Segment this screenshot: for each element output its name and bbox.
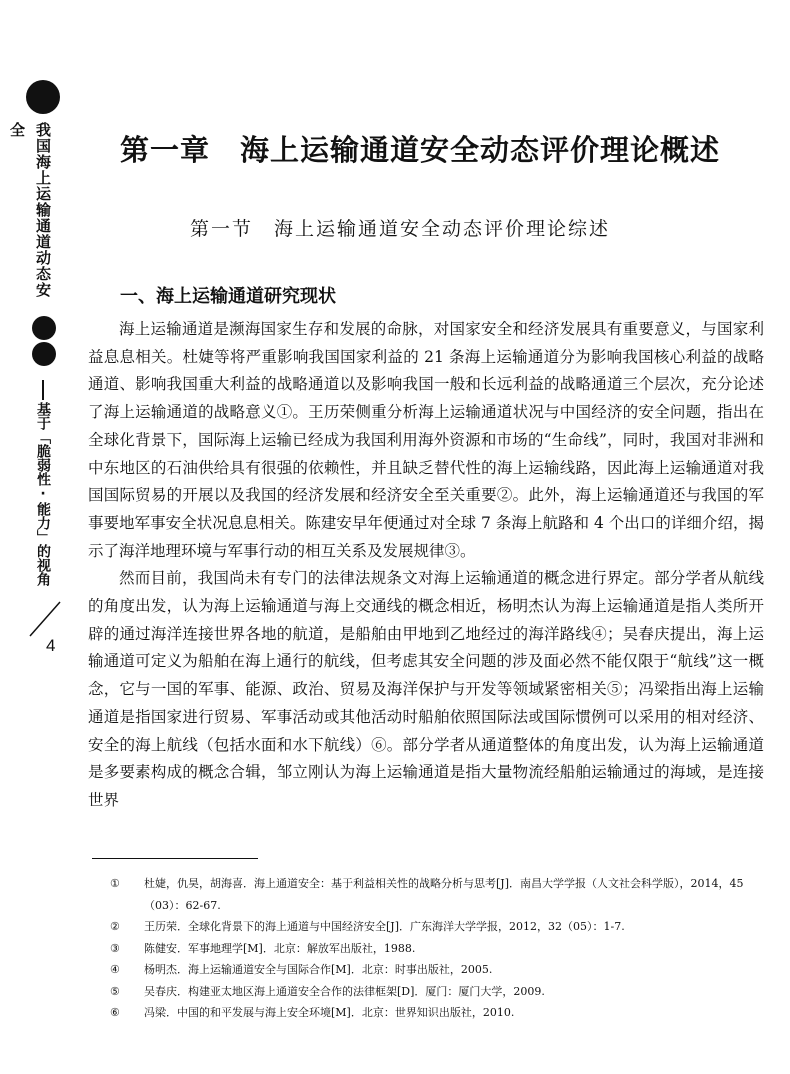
subsection-heading: 一、海上运输通道研究现状 <box>120 286 336 307</box>
side-margin-band <box>8 80 68 655</box>
section-title: 第一节 海上运输通道安全动态评价理论综述 <box>190 218 611 240</box>
footnote-item <box>110 938 766 960</box>
paragraph: 然而目前，我国尚未有专门的法律法规条文对海上运输通道的概念进行界定。部分学者从航线的角度出发，认为海上运输通道与海上交通线的概念相近，杨明杰认为海上运输通道是指人类所开辟的通过海洋连接世界各地的航道，是船舶由甲地到乙地经过的海洋路线④；吴春庆提出，海上运输通道可定义为船舶在海上通行的航线，但考虑其安全问题的涉及面必然不能仅限于“航线”这一概念，它与一国的军事、能源、政治、贸易及海洋保护与开发等领域紧密相关⑤；冯梁指出海上运输通道是指国家进行贸易、军事活动或其他活动时船舶依照国际法或国际惯例可以采用的相对经济、安全的海上航线（包括水面和水下航线）⑥。部分学者从通道整体的角度出发，认为海上运输通道是多要素构成的概念合辑，邹立刚认为海上运输通道是指大量物流经船舶运输通过的海域，是连接世界 <box>88 569 764 809</box>
footnote-item <box>110 916 766 938</box>
footnote-text: 杨明杰．海上运输通道安全与国际合作[M]．北京：时事出版社，2005. <box>144 963 493 976</box>
footnote-number: ② <box>110 920 120 933</box>
footnote-number: ⑤ <box>110 984 120 998</box>
decorative-dot-icon <box>32 342 56 366</box>
footnote-number: ① <box>110 877 120 890</box>
running-subtitle: 基于「脆弱性·能力」的视角 <box>35 402 51 586</box>
running-book-title: 我国海上运输通道动态安全 <box>8 122 52 298</box>
footnote-item <box>110 873 766 916</box>
side-divider <box>42 380 44 400</box>
footnote-item <box>110 1002 766 1024</box>
body-text <box>88 316 764 815</box>
footnote-text: 冯梁．中国的和平发展与海上安全环境[M]．北京：世界知识出版社，2010. <box>144 1006 515 1019</box>
footnote-number: ④ <box>110 963 120 976</box>
chapter-title: 第一章 海上运输通道安全动态评价理论概述 <box>120 133 721 167</box>
decorative-dot-icon <box>32 316 56 340</box>
slash-divider-icon <box>26 600 64 638</box>
footnote-number: ③ <box>110 941 120 955</box>
footnote-item <box>110 959 766 981</box>
footnote-text: 陈健安．军事地理学[M]．北京：解放军出版社，1988. <box>144 941 416 955</box>
footnote-text: 王历荣．全球化背景下的海上通道与中国经济安全[J]．广东海洋大学学报，2012，32（05）：1-7. <box>144 920 625 933</box>
footnote-text: 杜婕，仇昊，胡海喜．海上通道安全：基于利益相关性的战略分析与思考[J]．南昌大学学报（人文社会科学版），2014，45（03）：62-67. <box>144 877 744 912</box>
footnote-separator <box>92 858 258 859</box>
footnote-item <box>110 981 766 1003</box>
page-number: 4 <box>46 636 56 655</box>
paragraph: 海上运输通道是濒海国家生存和发展的命脉，对国家安全和经济发展具有重要意义，与国家利益息息相关。杜婕等将严重影响我国国家利益的 21 条海上运输通道分为影响我国核心利益的战略通道、影响我国重大利益的战略通道以及影响我国一般和长远利益的战略通道三个层次，充分论述了海上运输通道的战略意义①。王历荣侧重分析海上运输通道状况与中国经济的安全问题，指出在全球化背景下，国际海上运输已经成为我国利用海外资源和市场的“生命线”，同时，我国对非洲和中东地区的石油供给具有很强的依赖性，并且缺乏替代性的海上运输线路，因此海上运输通道对我国国际贸易的开展以及我国的经济发展和经济安全至关重要②。此外，海上运输通道还与我国的军事要地军事安全状况息息相关。陈建安早年便通过对全球 7 条海上航路和 4 个出口的详细介绍，揭示了海洋地理环境与军事行动的相互关系及发展规律③。 <box>88 320 764 560</box>
footnote-text: 吴春庆．构建亚太地区海上通道安全合作的法律框架[D]．厦门：厦门大学，2009. <box>144 984 545 998</box>
decorative-dot-icon <box>26 80 60 114</box>
footnotes <box>110 873 766 1024</box>
footnote-number: ⑥ <box>110 1006 120 1019</box>
